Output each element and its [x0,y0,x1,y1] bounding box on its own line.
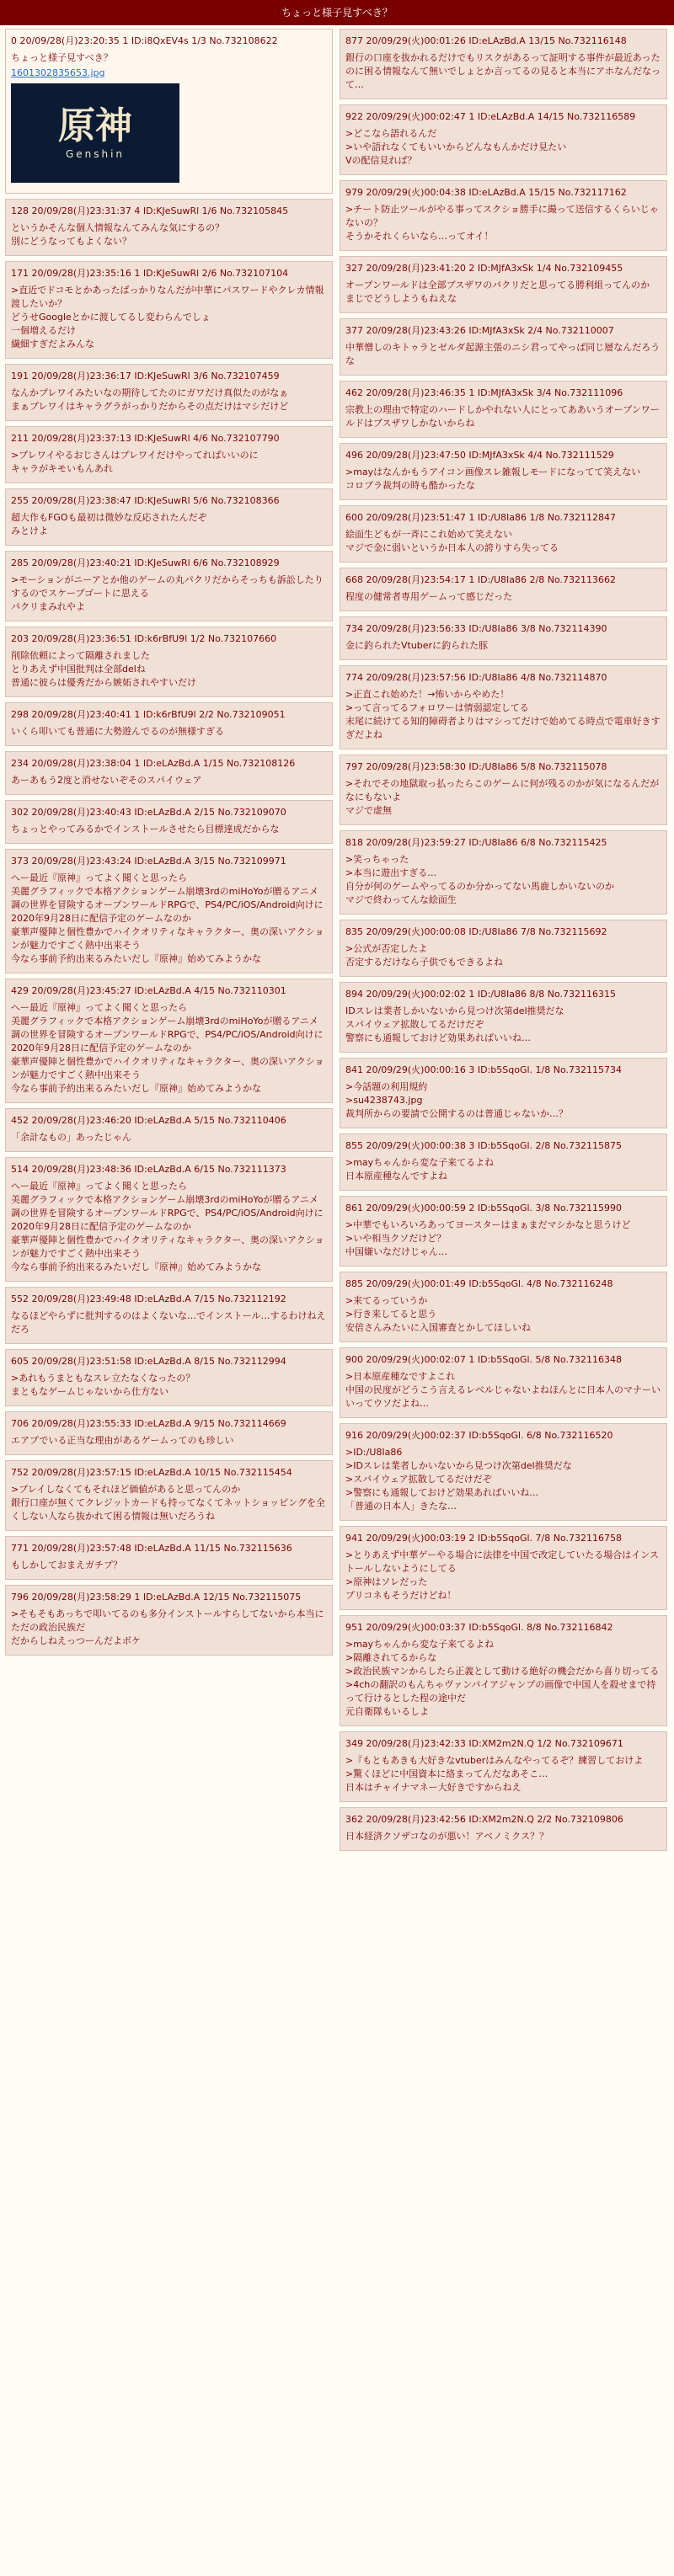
post-header[interactable]: 752 20/09/28(月)23:57:15 ID:eLAzBd.A 10/15 No.732115454 [11,1467,292,1478]
post-header[interactable]: 774 20/09/28(月)23:57:56 ID:/U8Ia86 4/8 No.732114870 [345,672,607,683]
reply-post [5,1108,333,1152]
post-body: >中華でもいろいろあってヨースターはまぁまだマシかなと思うけど >いや相当クソだけど？ 中国嫌いなだけじゃん… [345,1219,631,1257]
reply-post [340,616,667,660]
reply-post [5,551,333,621]
reply-post [340,1615,667,1726]
post-header[interactable]: 285 20/09/28(月)23:40:21 ID:KJeSuwRl 6/6 No.732108929 [11,557,280,568]
post-body: なるほどやらずに批判するのはよくないな…でインストール…するわけねえだろ [11,1310,326,1335]
reply-post [5,627,333,697]
post-body: なんかプレワイみたいなの期待してたのにガワだけ真似たのがなぁ まぁプレワイはキャラグラがっかりだからその点だけはマシだけど [11,387,289,412]
reply-post [340,920,667,977]
reply-post [5,979,333,1103]
post-body: >公式が否定したよ 否定するだけなら子供でもできるよね [345,943,503,968]
reply-post [5,702,333,746]
reply-post [5,364,333,421]
op-post [5,29,333,194]
reply-post [5,199,333,256]
post-header[interactable]: 302 20/09/28(月)23:40:43 ID:eLAzBd.A 2/15 No.732109070 [11,807,286,818]
post-body: >プレイしなくてもそれほど価値があると思ってんのか 銀行口座が無くてクレジットカードも持ってなくてネットショッピングを全くしない人なら抜かれて困る情報は無いだろうね [11,1484,325,1522]
op-body: ちょっと様子見すべき？ [11,52,113,63]
post-body: >チート防止ツールがやる事ってスクショ勝手に撮って送信するくらいじゃないの？ そうかそれくらいなら…ってオイ！ [345,204,659,242]
post-header[interactable]: 771 20/09/28(月)23:57:48 ID:eLAzBd.A 11/15 No.732115636 [11,1543,292,1554]
post-header[interactable]: 734 20/09/28(月)23:56:33 ID:/U8Ia86 3/8 No.732114390 [345,623,607,634]
post-header[interactable]: 327 20/09/28(月)23:41:20 2 ID:MJfA3xSk 1/4 No.732109455 [345,263,623,274]
post-header[interactable]: 600 20/09/28(月)23:51:47 1 ID:/U8Ia86 1/8 No.732112847 [345,512,616,523]
post-header[interactable]: 452 20/09/28(月)23:46:20 ID:eLAzBd.A 5/15 No.732110406 [11,1115,286,1126]
right-column [340,29,667,1856]
post-body: 程度の健常者専用ゲームって感じだった [345,591,513,602]
post-header[interactable]: 362 20/09/28(月)23:42:56 ID:XM2m2N.Q 2/2 No.732109806 [345,1814,623,1825]
post-header[interactable]: 191 20/09/28(月)23:36:17 ID:KJeSuwRl 3/6 No.732107459 [11,371,280,381]
reply-post [340,104,667,175]
reply-post [340,381,667,438]
post-header[interactable]: 941 20/09/29(火)00:03:19 2 ID:b5SqoGl. 7/8 No.732116758 [345,1533,622,1544]
post-header[interactable]: 211 20/09/28(月)23:37:13 ID:KJeSuwRl 4/6 No.732107790 [11,433,280,444]
post-body: オープンワールドは全部ブスザワのパクリだと思ってる勝利組ってんのか まじでどうしようもねえな [345,280,650,304]
post-body: ちょっとやってみるかでインストールさせたら目標達成だからな [11,824,280,835]
post-header[interactable]: 514 20/09/28(月)23:48:36 ID:eLAzBd.A 6/15 No.732111373 [11,1164,286,1175]
reply-post [340,1196,667,1267]
op-header: 0 20/09/28(月)23:20:35 1 ID:i8QxEV4s 1/3 No.732108622 [11,35,278,46]
post-body: >それでその地獄取っ払ったらこのゲームに何が残るのかが気になるんだが なにもないよ マジで虚無 [345,778,660,816]
left-column [5,29,333,1856]
reply-post [5,1585,333,1656]
post-body: >笑っちゃった >本当に遊出すぎる… 自分が何のゲームやってるのか分かってない馬鹿しかいないのか マジで終わってんな絵面生 [345,854,614,905]
post-body: >来てるっていうか >行き来してると思う 安倍さんみたいに入国審査とかしてほしいね [345,1295,531,1333]
post-header[interactable]: 900 20/09/29(火)00:02:07 1 ID:b5SqoGl. 5/8 No.732116348 [345,1354,622,1365]
reply-post [5,1157,333,1282]
reply-post [5,1460,333,1531]
reply-post [340,1058,667,1128]
reply-post [340,29,667,99]
post-body: エアプでいる正当な理由があるゲームってのも珍しい [11,1435,234,1446]
reply-post [340,318,667,376]
post-body: というかそんな個人情報なんてみんな気にするの？ 別にどうなってもよくない？ [11,222,224,247]
post-body: >プレワイやるおじさんはプレワイだけやってればいいのに キャラがキモいもんあれ [11,450,259,474]
op-thumbnail[interactable] [11,83,179,183]
post-header[interactable]: 462 20/09/28(月)23:46:35 1 ID:MJfA3xSk 3/4 No.732111096 [345,387,623,398]
reply-post [340,443,667,500]
post-body: へー最近『原神』ってよく聞くと思ったら 美麗グラフィックで本格アクションゲーム崩壊3rdのmiHoYoが贈るアニメ調の世界を冒険するオープンワールドRPGで、PS4/PC/iOS/Android向けに2020年9月28日に配信予定のゲームなのか 豪華声優陣と個性豊かでハイクオリティなキャラクター、奥の深いアクションが魅力ですごく熱中出来そう 今なら事前予約出来るみたいだし『原神』始めてみようかな [11,1002,324,1094]
post-header[interactable]: 203 20/09/28(月)23:36:51 ID:k6rBfU9l 1/2 No.732107660 [11,633,277,644]
post-body: >直近でドコモとかあったばっかりなんだが中華にパスワードやクレカ情報渡したいか？ どうせGoogleとかに渡してるし変わらんでしょ 一個増えるだけ 繊細すぎだよみんな [11,285,324,349]
post-header[interactable]: 796 20/09/28(月)23:58:29 1 ID:eLAzBd.A 12/15 No.732115075 [11,1592,302,1603]
post-header[interactable]: 373 20/09/28(月)23:43:24 ID:eLAzBd.A 3/15 No.732109971 [11,856,286,867]
post-header[interactable]: 818 20/09/28(月)23:59:27 ID:/U8Ia86 6/8 No.732115425 [345,837,607,848]
thread-title: ちょっと様子見すべき？ [281,7,393,19]
post-body: >とりあえず中華ゲーやる場合に法律を中国で改定していたる場合はインストールしないようにしてる >原神はソレだった プリコネもそうだけどね！ [345,1549,659,1601]
post-body: へー最近『原神』ってよく聞くと思ったら 美麗グラフィックで本格アクションゲーム崩壊3rdのmiHoYoが贈るアニメ調の世界を冒険するオープンワールドRPGで、PS4/PC/iOS/Android向けに2020年9月28日に配信予定のゲームなのか 豪華声優陣と個性豊かでハイクオリティなキャラクター、奥の深いアクションが魅力ですごく熱中出来そう 今なら事前予約出来るみたいだし『原神』始めてみようかな [11,872,324,964]
post-header[interactable]: 171 20/09/28(月)23:35:16 1 ID:KJeSuwRl 2/6 No.732107104 [11,268,289,279]
reply-post [5,1536,333,1580]
post-body: >ID:/U8Ia86 >IDスレは業者しかいないから見つけ次第del推奨だな >スパイウェア拡散してるだけだぞ >警察にも通報しておけど効果あればいいね… 「普通の日本人」きたな… [345,1447,572,1512]
post-header[interactable]: 916 20/09/29(火)00:02:37 ID:b5SqoGl. 6/8 No.732116520 [345,1430,613,1441]
reply-post [340,180,667,251]
reply-post [5,800,333,844]
post-body: 宗教上の理由で特定のハードしかやれない人にとってああいうオープンワールドはブスザワしかないからね [345,404,660,429]
reply-post [340,1347,667,1418]
post-body: >モーションがニーアとか他のゲームの丸パクリだからそっちも訴訟したりするのでスケープゴートに思える パクリまみれやよ [11,574,324,612]
post-body: >今話題の利用規約 >su4238743.jpg 裁判所からの要請で公開するのは普通じゃないか…？ [345,1081,568,1119]
post-body: 「余計なもの」あったじゃん [11,1132,131,1143]
post-header[interactable]: 605 20/09/28(月)23:51:58 ID:eLAzBd.A 8/15 No.732112994 [11,1356,286,1367]
thread-columns [0,25,674,1856]
post-body: >mayちゃんから変な子来てるよね >隔離されてるからな >政治民族マンからしたら正義として動ける絶好の機会だから喜り切ってる >4chの翻訳のもんちゃヴァンパイアジャンプの画像で中国人を殺せまで持って行けるとした程の途中だ 元自衛隊もいるしよ [345,1639,660,1717]
post-body: 超大作もFGOも最初は微妙な反応されたんだぞ みとけよ [11,512,207,536]
reply-post [340,1731,667,1802]
post-header[interactable]: 894 20/09/29(火)00:02:02 1 ID:/U8Ia86 8/8 No.732116315 [345,989,616,1000]
reply-post [340,505,667,563]
post-header[interactable]: 429 20/09/28(月)23:45:27 ID:eLAzBd.A 4/15 No.732110301 [11,985,286,996]
reply-post [340,1272,667,1342]
reply-post [340,1526,667,1610]
post-body: >mayちゃんから変な子来てるよね 日本原産種なんですよね [345,1157,495,1181]
post-body: >『もともあきも大好きなvtuberはみんなやってるぞ？練習しておけよ >驚くほどに中国資本に絡まってんだなあそこ… 日本はチャイナマネー大好きですからねえ [345,1755,644,1793]
reply-post [5,261,333,359]
reply-post [340,1133,667,1191]
post-header[interactable]: 855 20/09/29(火)00:00:38 3 ID:b5SqoGl. 2/8 No.732115875 [345,1140,622,1151]
post-body: 中華憎しのキトゥラとゼルダ起源主張のニシ君ってやっぱ同じ層なんだろうな [345,342,661,366]
post-body: いくら叩いても普通に大勢遊んでるのが無様すぎる [11,726,224,737]
post-header[interactable]: 496 20/09/28(月)23:47:50 ID:MJfA3xSk 4/4 No.732111529 [345,450,614,461]
reply-post [5,849,333,973]
reply-post [5,1287,333,1344]
reply-post [340,256,667,313]
post-header[interactable]: 951 20/09/29(火)00:03:37 ID:b5SqoGl. 8/8 No.732116842 [345,1622,613,1633]
reply-post [5,751,333,795]
reply-post [340,568,667,611]
post-header[interactable]: 298 20/09/28(月)23:40:41 1 ID:k6rBfU9l 2/2 No.732109051 [11,709,286,720]
post-header[interactable]: 349 20/09/28(月)23:42:33 ID:XM2m2N.Q 1/2 No.732109671 [345,1738,623,1749]
post-header[interactable]: 877 20/09/29(火)00:01:26 ID:eLAzBd.A 13/15 No.732116148 [345,35,627,46]
post-header[interactable]: 922 20/09/29(火)00:02:47 1 ID:eLAzBd.A 14/15 No.732116589 [345,111,636,122]
post-body: へー最近『原神』ってよく聞くと思ったら 美麗グラフィックで本格アクションゲーム崩壊3rdのmiHoYoが贈るアニメ調の世界を冒険するオープンワールドRPGで、PS4/PC/iOS/Android向けに2020年9月28日に配信予定のゲームなのか 豪華声優陣と個性豊かでハイクオリティなキャラクター、奥の深いアクションが魅力ですごく熱中出来そう 今なら事前予約出来るみたいだし『原神』始めてみようかな [11,1181,324,1272]
post-header[interactable]: 552 20/09/28(月)23:49:48 ID:eLAzBd.A 7/15 No.732112192 [11,1293,286,1304]
post-header[interactable]: 377 20/09/28(月)23:43:26 ID:MJfA3xSk 2/4 No.732110007 [345,325,614,336]
reply-post [340,665,667,749]
post-body: 銀行の口座を抜かれるだけでもリスクがあるって証明する事件が最近あったのに困る情報なんて無いでしょとか言ってるの見ると本当にアホなんだなって… [345,52,661,90]
reply-post [5,488,333,546]
post-body: IDスレは業者しかいないから見つけ次第del推奨だな スパイウェア拡散してるだけだぞ 警察にも通報しておけど効果あればいいね… [345,1005,564,1043]
post-body: >そもそもあっちで叩いてるのも多分インストールすらしてないから本当にただの政治民族だ だからしねえっつーんだよボケ [11,1608,324,1646]
post-body: 削除依頼によって隔離されました とりあえず中国批判は全部delね 普通に彼らは優秀だから嫉妬されやすいだけ [11,650,196,688]
post-body: もしかしておまえガチプ？ [11,1560,122,1571]
post-body: >どこなら語れるんだ >いや語れなくてもいいからどんなもんかだけ見たい Vの配信見れば？ [345,128,567,166]
post-header[interactable]: 668 20/09/28(月)23:54:17 1 ID:/U8Ia86 2/8 No.732113662 [345,574,616,585]
post-body: >正直これ始めた！→怖いからやめた！ >って言ってるフォロワーは情弱認定してる 末尾に続けてる知的障碍者よりはマシってだけで始めてる時点で電車好きすぎだよね [345,689,661,740]
post-header[interactable]: 885 20/09/29(火)00:01:49 ID:b5SqoGl. 4/8 No.732116248 [345,1278,613,1289]
post-header[interactable]: 128 20/09/28(月)23:31:37 4 ID:KJeSuwRl 1/6 No.732105845 [11,205,289,216]
post-body: あーあもう2度と消せないぞそのスパイウェア [11,775,202,786]
post-header[interactable]: 979 20/09/29(火)00:04:38 ID:eLAzBd.A 15/15 No.732117162 [345,187,627,198]
post-body: >日本原産種なですよこれ 中国の民度がどうこう言えるレベルじゃないよねほんとに日本人のマナーいいってウソだよね… [345,1371,661,1409]
reply-post [340,755,667,825]
reply-post [340,830,667,915]
post-body: 金に釣られたVtuberに釣られた豚 [345,640,489,651]
post-header[interactable]: 861 20/09/29(火)00:00:59 2 ID:b5SqoGl. 3/8 No.732115990 [345,1203,622,1213]
reply-post [340,1423,667,1521]
post-header[interactable]: 706 20/09/28(月)23:55:33 ID:eLAzBd.A 9/15 No.732114669 [11,1418,286,1429]
post-header[interactable]: 835 20/09/29(火)00:00:08 ID:/U8Ia86 7/8 No.732115692 [345,926,607,937]
post-body: >あれもうまともなスレ立たなくなったの？ まともなゲームじゃないから仕方ない [11,1373,195,1397]
post-header[interactable]: 797 20/09/28(月)23:58:30 ID:/U8Ia86 5/8 No.732115078 [345,761,607,772]
post-header[interactable]: 841 20/09/29(火)00:00:16 3 ID:b5SqoGl. 1/8 No.732115734 [345,1064,622,1075]
thread-title-bar [0,0,674,25]
reply-post [5,1411,333,1455]
post-header[interactable]: 255 20/09/28(月)23:38:47 ID:KJeSuwRl 5/6 No.732108366 [11,495,280,506]
post-body: 絵面生どもが一斉にこれ始めて笑えない マジで金に弱いというか日本人の誇りすら失ってる [345,529,559,553]
post-body: 日本経済クソザコなのが悪い！アベノミクス？？ [345,1831,549,1842]
post-header[interactable]: 234 20/09/28(月)23:38:04 1 ID:eLAzBd.A 1/15 No.732108126 [11,758,296,769]
reply-post [5,1349,333,1406]
reply-post [340,982,667,1053]
op-file-link[interactable]: 1601302835653.jpg [11,67,105,78]
post-body: >mayはなんかもうアイコン画像スレ雑報しモードになってて笑えない コロプラ裁判の時も酷かったな [345,467,641,491]
reply-post [5,426,333,483]
reply-post [340,1807,667,1851]
logo-kanji: 原神 [58,104,132,147]
logo-text: Genshin [65,148,126,160]
